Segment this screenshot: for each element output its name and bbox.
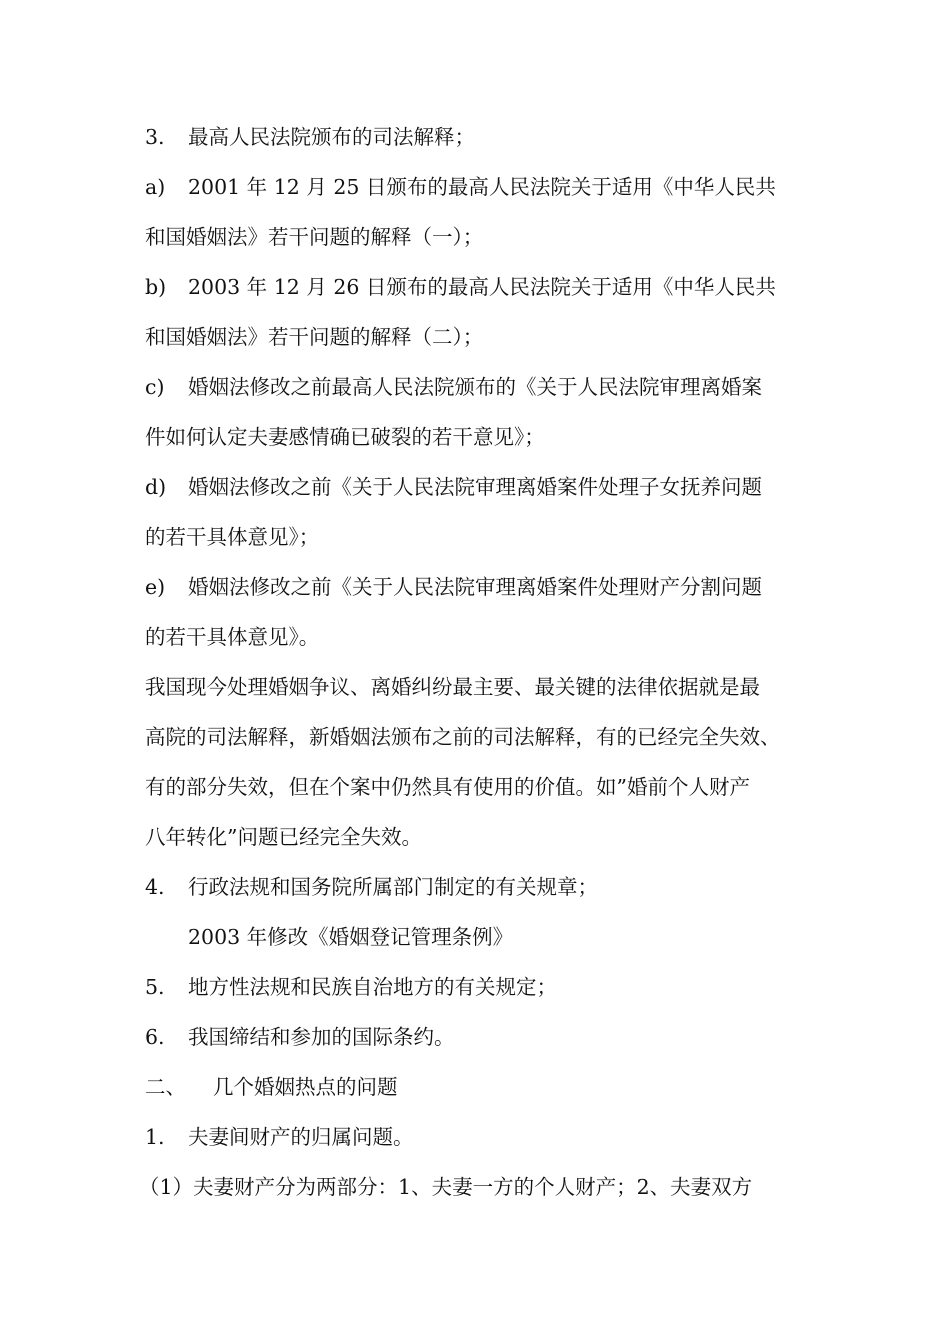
item-marker: c) [145,375,165,399]
item-marker: b) [145,275,167,299]
item-text: 行政法规和国务院所属部门制定的有关规章； [188,875,598,899]
item-text: 婚姻法修改之前《关于人民法院审理离婚案件处理子女抚养问题 [188,475,762,499]
item-marker: d) [145,475,167,499]
item-marker: e) [145,575,166,599]
list-item-6 [145,1012,810,1062]
list-item-d [145,462,810,512]
list-item-e [145,562,810,612]
item-text: 婚姻法修改之前《关于人民法院审理离婚案件处理财产分割问题 [188,575,762,599]
item-text: 和国婚姻法》若干问题的解释（二）； [145,325,484,349]
subsection-paragraph [139,1162,810,1212]
paragraph-line: 我国现今处理婚姻争议、离婚纠纷最主要、最关键的法律依据就是最 [145,675,760,699]
paragraph-line: 八年转化”问题已经完全失效。 [145,825,422,849]
item-text: 我国缔结和参加的国际条约。 [188,1025,455,1049]
item-text: 2003 年 12 月 26 日颁布的最高人民法院关于适用《中华人民共 [188,275,776,299]
section-number: 二、 [145,1075,186,1099]
list-item-b-continued [145,312,810,362]
item-text: 地方性法规和民族自治地方的有关规定； [188,975,557,999]
list-item-3 [145,112,810,162]
subsection-item-1 [145,1112,810,1162]
item-text: 最高人民法院颁布的司法解释； [188,125,475,149]
item-number: 1. [145,1125,165,1149]
document-body [139,112,810,1212]
item-text: 的若干具体意见》； [145,525,320,549]
item-marker: a) [145,175,166,199]
list-item-4-sub: 2003 年修改《婚姻登记管理条例》 [188,925,514,949]
section-heading [145,1062,810,1112]
list-item-a [145,162,810,212]
item-text: 2001 年 12 月 25 日颁布的最高人民法院关于适用《中华人民共 [188,175,776,199]
list-item-4 [145,862,810,912]
item-text: 件如何认定夫妻感情确已破裂的若干意见》； [145,425,545,449]
item-number: 5. [145,975,165,999]
item-number: 4. [145,875,165,899]
list-item-a-continued [145,212,810,262]
item-text: （1）夫妻财产分为两部分：1、夫妻一方的个人财产；2、夫妻双方 [139,1175,753,1199]
item-text: 和国婚姻法》若干问题的解释（一）； [145,225,484,249]
paragraph-line: 高院的司法解释，新婚姻法颁布之前的司法解释，有的已经完全失效、 [145,725,781,749]
section-title: 几个婚姻热点的问题 [213,1075,398,1099]
list-item-d-continued [145,512,810,562]
item-text: 夫妻间财产的归属问题。 [188,1125,414,1149]
list-item-e-continued [145,612,810,662]
list-item-5 [145,962,810,1012]
item-number: 6. [145,1025,165,1049]
list-item-b [145,262,810,312]
item-text: 的若干具体意见》。 [145,625,320,649]
paragraph-line: 有的部分失效，但在个案中仍然具有使用的价值。如”婚前个人财产 [145,775,750,799]
item-number: 3. [145,125,165,149]
list-item-c-continued [145,412,810,462]
item-text: 婚姻法修改之前最高人民法院颁布的《关于人民法院审理离婚案 [188,375,762,399]
list-item-c [145,362,810,412]
